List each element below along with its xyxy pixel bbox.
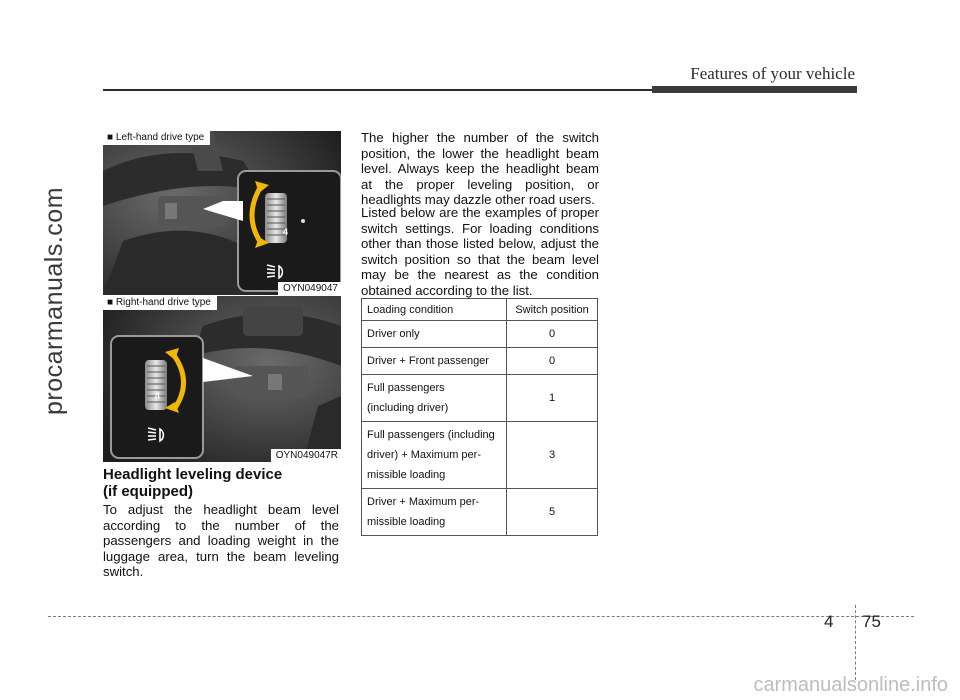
- paragraph-switch-position: The higher the number of the switch position, the lower the headlight beam level. Always keep the headlight beam at the proper leveling position, or headlights may dazzle other road users.: [361, 130, 599, 208]
- table-header-row: [362, 299, 598, 321]
- loading-condition-line: Driver + Front passenger: [367, 355, 489, 367]
- loading-condition-line: Full passengers (including: [367, 429, 495, 441]
- lhd-label: ■ Left-hand drive type: [103, 131, 210, 145]
- loading-condition-line: Driver only: [367, 328, 420, 340]
- loading-condition-line: missible loading: [367, 516, 446, 528]
- loading-condition-cell: [362, 375, 507, 422]
- table-row: [362, 348, 598, 375]
- rhd-photo: [103, 296, 341, 462]
- section-heading-line2: (if equipped): [103, 483, 193, 500]
- rhd-dial-number: 4: [155, 391, 161, 401]
- header-rule: [103, 89, 653, 91]
- lhd-code: OYN049047: [278, 282, 341, 295]
- switch-position-cell: 5: [507, 489, 598, 536]
- lhd-photo: [103, 131, 341, 295]
- rhd-label: ■ Right-hand drive type: [103, 296, 217, 310]
- footer-divider: [855, 605, 856, 680]
- bottom-watermark: carmanualsonline.info: [753, 674, 948, 696]
- table-row: [362, 422, 598, 489]
- switch-position-cell: 3: [507, 422, 598, 489]
- loading-table: [361, 298, 598, 536]
- page-number: 75: [862, 612, 881, 631]
- loading-condition-line: (including driver): [367, 402, 449, 414]
- switch-position-cell: 0: [507, 321, 598, 348]
- loading-condition-line: Driver + Maximum per-: [367, 496, 480, 508]
- switch-position-cell: 1: [507, 375, 598, 422]
- switch-position-cell: 0: [507, 348, 598, 375]
- rhd-code: OYN049047R: [271, 449, 341, 462]
- table-row: [362, 489, 598, 536]
- rhd-illustration: [103, 296, 341, 462]
- side-watermark: procarmanuals.com: [40, 186, 68, 415]
- loading-condition-line: Full passengers: [367, 382, 445, 394]
- table-row: [362, 321, 598, 348]
- header-switch-position: Switch position: [507, 299, 598, 321]
- paragraph-examples: Listed below are the examples of proper switch settings. For loading conditions other than those listed below, adjust the switch position so that the beam level may be the nearest as the condition obtained according to the list.: [361, 205, 599, 298]
- chapter-number: 4: [824, 612, 834, 631]
- loading-condition-line: missible loading: [367, 469, 446, 481]
- lhd-dial-number: 4: [283, 227, 289, 237]
- loading-condition-cell: [362, 348, 507, 375]
- section-heading-line1: Headlight leveling device: [103, 466, 283, 483]
- header-loading-condition: Loading condition: [362, 299, 507, 321]
- intro-paragraph: To adjust the headlight beam level according to the number of the passengers and loading weight in the luggage area, turn the beam leveling switch.: [103, 502, 339, 580]
- loading-condition-line: driver) + Maximum per-: [367, 449, 481, 461]
- loading-condition-cell: [362, 321, 507, 348]
- header-rule-accent: [652, 86, 857, 93]
- table-row: [362, 375, 598, 422]
- section-heading: [103, 466, 343, 500]
- loading-condition-cell: [362, 489, 507, 536]
- lhd-illustration: [103, 131, 341, 295]
- table-body: [362, 321, 598, 536]
- section-title: Features of your vehicle: [690, 64, 855, 83]
- loading-condition-cell: [362, 422, 507, 489]
- footer-rule: [48, 616, 914, 617]
